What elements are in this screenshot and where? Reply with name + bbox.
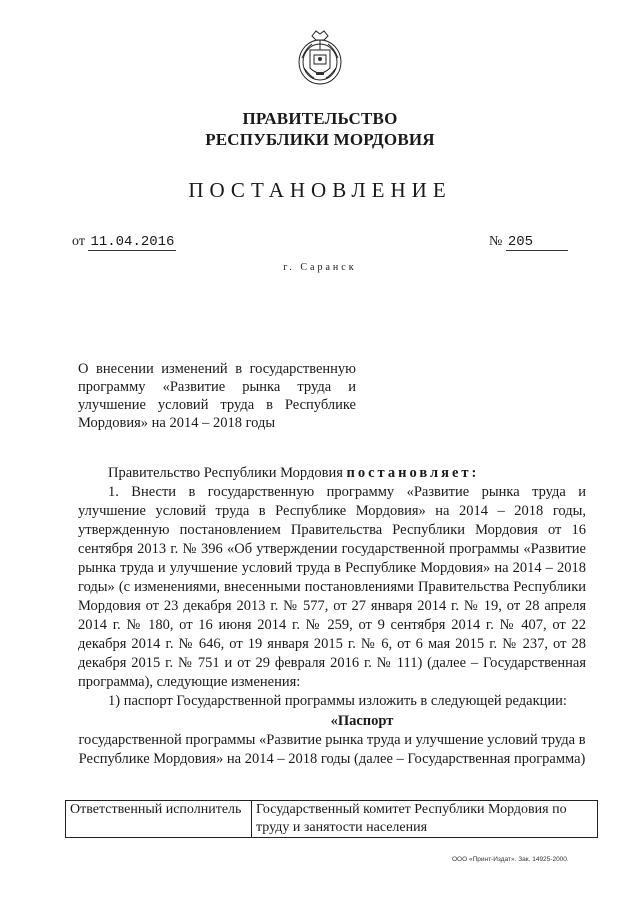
table-cell-label: Ответственный исполнитель bbox=[66, 801, 252, 838]
government-title-line1: ПРАВИТЕЛЬСТВО bbox=[242, 109, 398, 128]
resolves-word: постановляет: bbox=[346, 465, 480, 481]
passport-subtitle: государственной программы «Развитие рынка труда и улучшение условий труда в Республике Мордовия» на 2014 – 2018 годы (далее – Государственная программа) bbox=[78, 732, 586, 767]
city-line: г. Саранск bbox=[283, 262, 357, 273]
date-row bbox=[72, 234, 176, 251]
document-date: 11.04.2016 bbox=[90, 234, 175, 250]
coat-of-arms-emblem bbox=[296, 28, 344, 88]
resolves-prefix: Правительство Республики Мордовия bbox=[108, 465, 347, 481]
table-cell-value: Государственный комитет Республики Мордовия по труду и занятости населения bbox=[252, 801, 598, 838]
item-1: 1. Внести в государственную программу «Развитие рынка труда и улучшение условий труда в Республике Мордовия» на 2014 – 2018 годы, утвержденную постановлением Правительства Республики Мордовия от 16 сентября 2013 г. № 396 «Об утверждении государственной программы «Развитие рынка труда и улучшение условий труда в Республике Мордовия» на 2014 – 2018 годы» (с изменениями, внесенными постановлениями Правительства Республики Мордовия от 23 декабря 2013 г. № 577, от 27 января 2014 г. № 19, от 28 апреля 2014 г. № 180, от 16 июня 2014 г. № 259, от 9 сентября 2014 г. № 407, от 22 декабря 2014 г. № 646, от 19 января 2015 г. № 6, от 6 мая 2015 г. № 237, от 28 декабря 2015 г. № 751 и от 29 февраля 2016 г. № 111) (далее – Государственная программа), следующие изменения: bbox=[78, 484, 586, 690]
government-title bbox=[0, 108, 640, 150]
document-number: 205 bbox=[506, 234, 568, 251]
resolution-body bbox=[78, 464, 586, 711]
number-prefix: № bbox=[489, 234, 503, 249]
resolves-line bbox=[78, 464, 586, 483]
item-1-1: 1) паспорт Государственной программы изложить в следующей редакции: bbox=[108, 693, 567, 709]
document-subject: О внесении изменений в государственную программу «Развитие рынка труда и улучшение условий труда в Республике Мордовия» на 2014 – 2018 годы bbox=[78, 361, 356, 431]
passport-table bbox=[65, 800, 598, 838]
passport-heading bbox=[78, 712, 586, 769]
government-title-line2: РЕСПУБЛИКИ МОРДОВИЯ bbox=[205, 130, 435, 149]
number-row bbox=[489, 234, 568, 251]
date-prefix: от bbox=[72, 234, 85, 249]
document-type: ПОСТАНОВЛЕНИЕ bbox=[188, 178, 452, 202]
passport-title: «Паспорт bbox=[330, 713, 394, 729]
table-row bbox=[66, 801, 598, 838]
printer-imprint: ООО «Принт-Издат». Зак. 14925-2000. bbox=[452, 856, 569, 863]
